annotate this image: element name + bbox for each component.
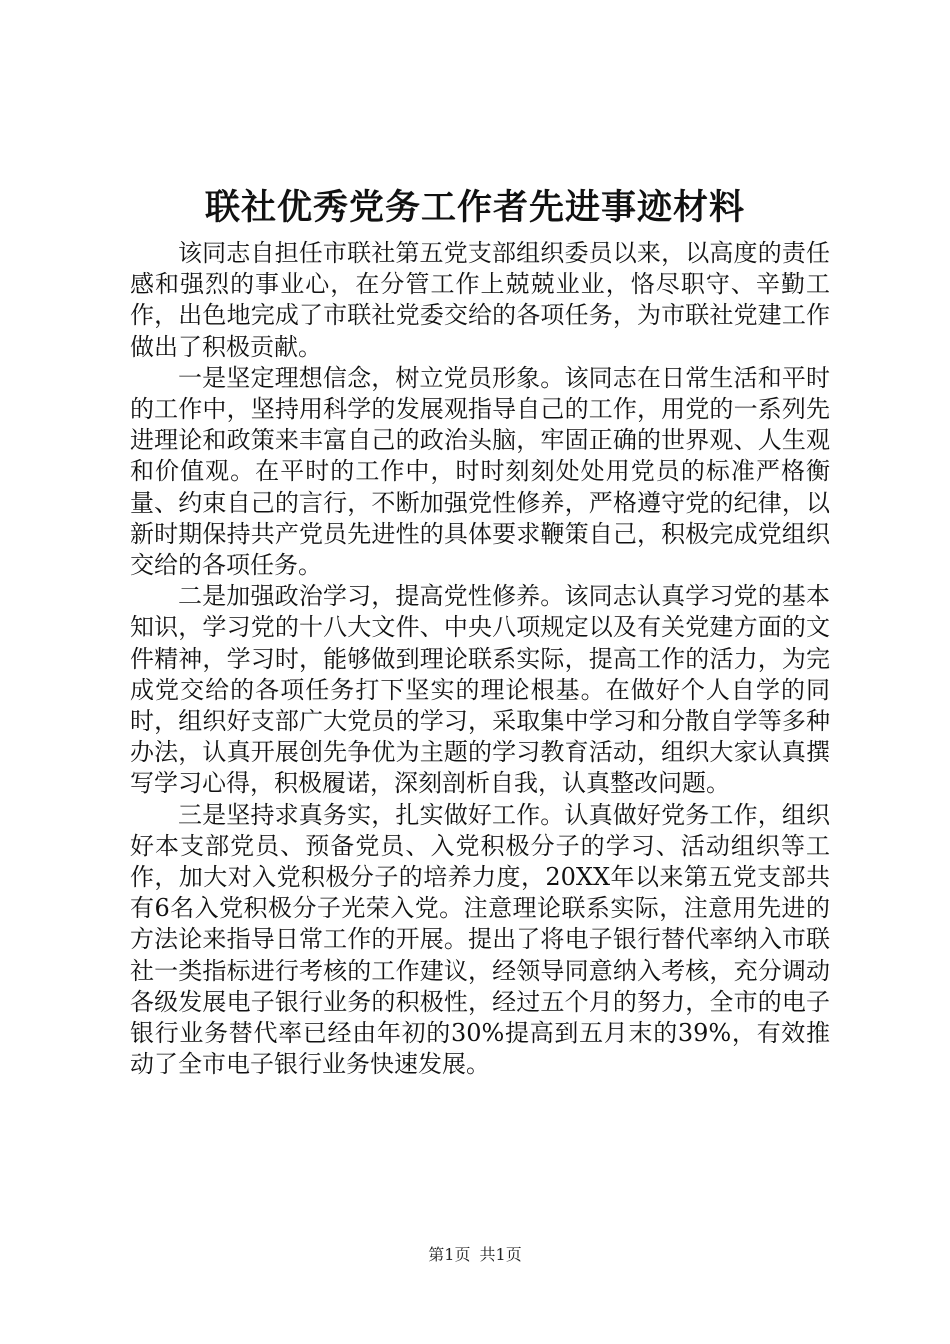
- document-body: [130, 238, 830, 1080]
- paragraph-intro: 该同志自担任市联社第五党支部组织委员以来，以高度的责任感和强烈的事业心，在分管工作上兢兢业业，恪尽职守、辛勤工作，出色地完成了市联社党委交给的各项任务，为市联社党建工作做出了积极贡献。: [130, 239, 830, 361]
- document-title: 联社优秀党务工作者先进事迹材料: [204, 187, 745, 228]
- paragraph-three: 三是坚持求真务实，扎实做好工作。认真做好党务工作，组织好本支部党员、预备党员、入党积极分子的学习、活动组织等工作，加大对入党积极分子的培养力度，20XX年以来第五党支部共有6名入党积极分子光荣入党。注意理论联系实际，注意用先进的方法论来指导日常工作的开展。提出了将电子银行替代率纳入市联社一类指标进行考核的工作建议，经领导同意纳入考核，充分调动各级发展电子银行业务的积极性，经过五个月的努力，全市的电子银行业务替代率已经由年初的30%提高到五月末的39%，有效推动了全市电子银行业务快速发展。: [130, 800, 830, 1079]
- paragraph-one: 一是坚定理想信念，树立党员形象。该同志在日常生活和平时的工作中，坚持用科学的发展观指导自己的工作，用党的一系列先进理论和政策来丰富自己的政治头脑，牢固正确的世界观、人生观和价值观。在平时的工作中，时时刻刻处处用党员的标准严格衡量、约束自己的言行，不断加强党性修养，严格遵守党的纪律，以新时期保持共产党员先进性的具体要求鞭策自己，积极完成党组织交给的各项任务。: [130, 363, 830, 580]
- paragraph-two: 二是加强政治学习，提高党性修养。该同志认真学习党的基本知识，学习党的十八大文件、中央八项规定以及有关党建方面的文件精神，学习时，能够做到理论联系实际，提高工作的活力，为完成党交给的各项任务打下坚实的理论根基。在做好个人自学的同时，组织好支部广大党员的学习，采取集中学习和分散自学等多种办法，认真开展创先争优为主题的学习教育活动，组织大家认真撰写学习心得，积极履诺，深刻剖析自我，认真整改问题。: [130, 582, 830, 798]
- page-total: 共1页: [479, 1245, 522, 1264]
- page-number: 第1页: [428, 1245, 471, 1264]
- page-footer: [0, 1244, 950, 1266]
